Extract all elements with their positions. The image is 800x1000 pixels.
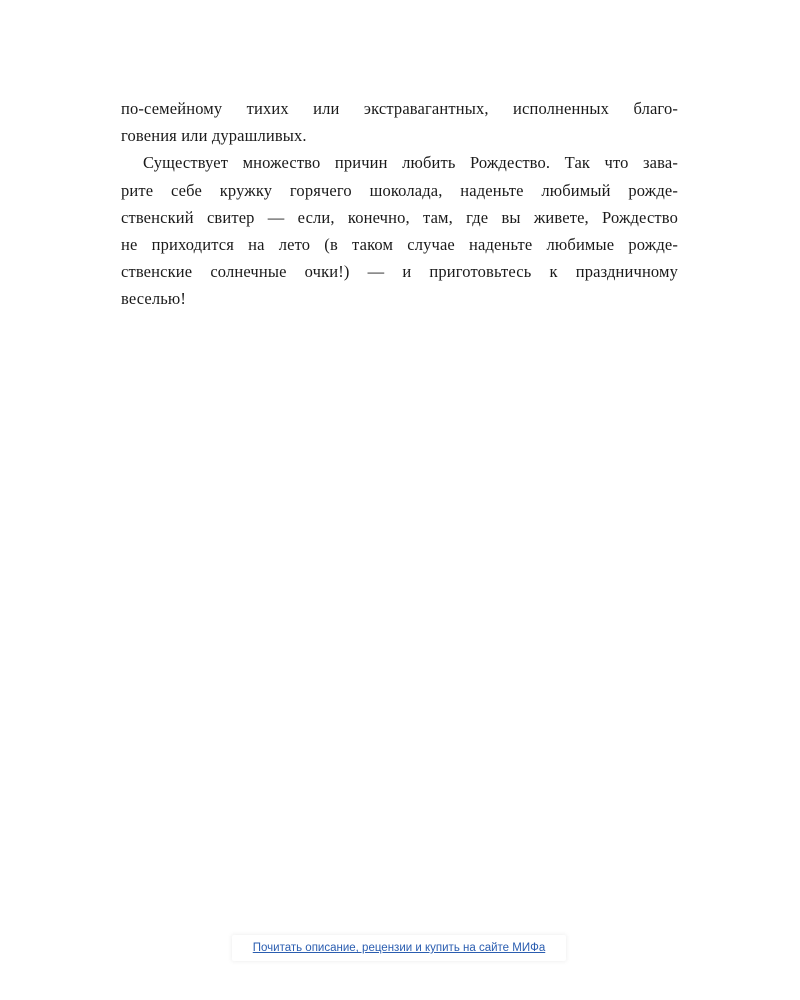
text-line: по-семейному тихих или экстравагантных, исполненных благо- [121, 99, 678, 118]
footer-link-container [232, 935, 566, 961]
text-line: говения или дурашливых. [121, 126, 307, 146]
text-line: весельюǃ [121, 289, 187, 309]
text-line: ственский свитер — если, конечно, там, где вы живете, Рождество [121, 207, 678, 227]
text-line: Существует множество причин любить Рождество. Так что зава- [143, 153, 678, 173]
text-line: не приходится на лето (в таком случае наденьте любимые рожде- [121, 234, 678, 254]
text-line: ственские солнечные очки!) — и приготовьтесь к праздничному [121, 262, 678, 282]
text-line: рите себе кружку горячего шоколада, наденьте любимый рожде- [121, 180, 678, 200]
buy-on-mif-link[interactable]: Почитать описание, рецензии и купить на сайте МИФа [252, 942, 546, 954]
page-body-text [121, 95, 678, 313]
